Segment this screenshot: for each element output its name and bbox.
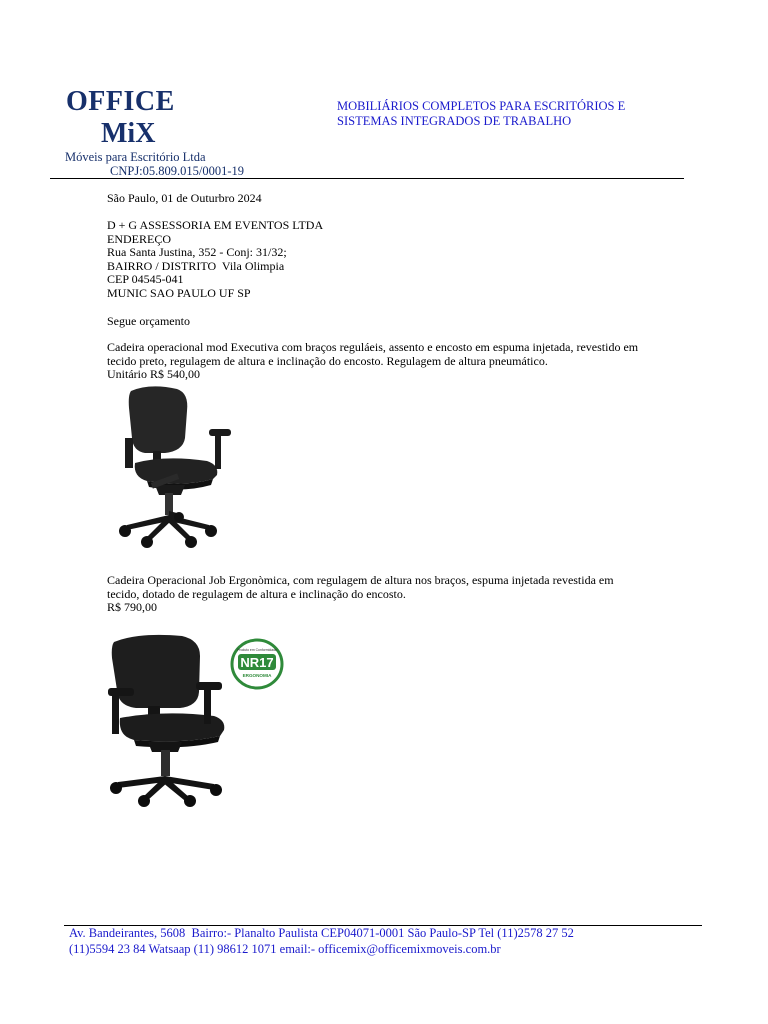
product-1-description: Cadeira operacional mod Executiva com braços reguláeis, assento e encosto em espuma injetada, revestido em tecido preto, regulagem de altura e inclinação do encosto. Regulagem de altura pneumático.: [107, 340, 639, 368]
tagline: [337, 99, 625, 129]
product-2: [107, 574, 647, 615]
recipient-block: [107, 219, 323, 301]
recipient-street: Rua Santa Justina, 352 - Conj: 31/32;: [107, 245, 287, 260]
chair-image-1: [105, 383, 235, 548]
badge-bottom-text: ERGONOMIA: [242, 673, 272, 678]
footer-line-2: (11)5594 23 84 Watsaap (11) 98612 1071 email:- officemix@officemixmoveis.com.br: [69, 941, 501, 956]
letter-date: São Paulo, 01 de Outurbro 2024: [107, 191, 262, 205]
product-1-price: Unitário R$ 540,00: [107, 367, 200, 382]
recipient-district: BAIRRO / DISTRITO Vila Olimpia: [107, 258, 285, 273]
logo-mix: MiX: [101, 118, 156, 149]
product-2-price: R$ 790,00: [107, 600, 158, 615]
logo-office: OFFICE: [66, 86, 175, 117]
tagline-line-1: MOBILIÁRIOS COMPLETOS PARA ESCRITÓRIOS E: [337, 99, 626, 113]
badge-main-text: NR17: [240, 655, 274, 670]
footer-line-1: Av. Bandeirantes, 5608 Bairro:- Planalto Paulista CEP04071-0001 São Paulo-SP Tel (11)2578 27 52: [69, 926, 574, 940]
tagline-line-2: SISTEMAS INTEGRADOS DE TRABALHO: [337, 114, 572, 128]
footer: [69, 926, 709, 957]
nr17-badge: [230, 638, 284, 690]
header-divider: [50, 178, 684, 179]
recipient-address-label: ENDEREÇO: [107, 231, 171, 246]
intro-text: Segue orçamento: [107, 314, 190, 328]
badge-top-text: Produto em Conformidade: [237, 648, 277, 652]
chair-image-2: [104, 630, 230, 808]
company-cnpj: CNPJ:05.809.015/0001-19: [110, 164, 245, 178]
product-2-description: Cadeira Operacional Job Ergonòmica, com regulagem de altura nos braços, espuma injetada revestida em tecido, dotado de regulagem de altura e inclinação do encosto.: [107, 573, 614, 601]
recipient-cep: CEP 04545-041: [107, 272, 184, 287]
recipient-name: D + G ASSESSORIA EM EVENTOS LTDA: [107, 218, 324, 232]
company-name: Móveis para Escritório Ltda: [65, 150, 206, 164]
product-1: [107, 341, 652, 382]
recipient-city: MUNIC SAO PAULO UF SP: [107, 285, 251, 300]
